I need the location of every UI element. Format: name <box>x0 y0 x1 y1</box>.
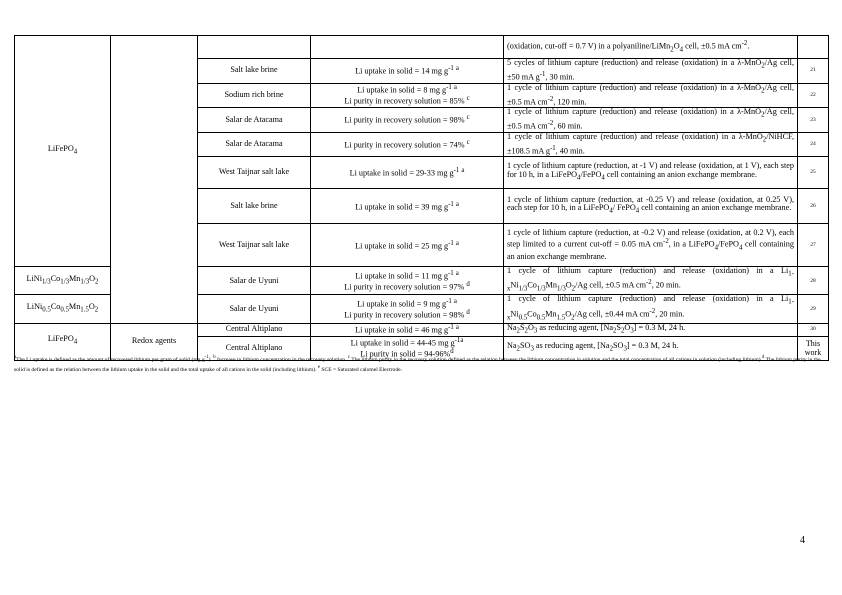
source-cell: Salar de Atacama <box>198 108 311 133</box>
results-cell: Li uptake in solid = 25 mg $g^{-1}$ $^a$ <box>311 224 504 267</box>
conditions-cell: $Na_2SO_3$ as reducing agent, $[Na_2SO_3] = 0.3$ M, 24 h. <box>504 336 798 360</box>
results-cell: Li uptake in solid = 9 mg $g^{-1}$ $^a$ Li purity in recovery solution = 98% $^d$ <box>311 295 504 323</box>
sorbent-label: LiFePO <box>47 144 74 153</box>
conditions-cell: 1 cycle of lithium capture (reduction) and release (oxidation) in a λ-MnO$_2$/Ag cell, ±0.5 mA $cm^{-2}$, 120 min. <box>504 83 798 108</box>
results-table <box>14 35 829 361</box>
source-cell: Salar de Uyuni <box>198 295 311 323</box>
source-cell: West Taijnar salt lake <box>198 224 311 267</box>
reference-cell: 27 <box>798 224 829 267</box>
reference-cell: 29 <box>798 295 829 323</box>
results-cell: Li uptake in solid = 46 mg $g^{-1}$ $^a$ <box>311 323 504 336</box>
reference-cell: 23 <box>798 108 829 133</box>
source-cell: Salt lake brine <box>198 189 311 224</box>
results-cell: Li uptake in solid = 8 mg $g^{-1}$ $^a$ Li purity in recovery solution = 85% $^c$ <box>311 83 504 108</box>
reference-cell: This work <box>798 336 829 360</box>
source-cell: Salar de Uyuni <box>198 267 311 295</box>
conditions-cell: 5 cycles of lithium capture (reduction) and release (oxidation) in a λ-MnO$_2$/Ag cell, ±50 mA $g^{-1}$, 30 min. <box>504 59 798 84</box>
table-footnote: $^a$The Li uptake is defined as the amount of recovered lithium per gram of solid (mg $g^{-1}$). $^b$ Increase in lithium concentration in the recovery solution. $^c$ The lithium purity in the recovery solution defined as the relation between the lithium concentration in solution and the total concentration of all cations in solution (including lithium).$^d$ The lithium purity in the solid is defined as the relation between the lithium uptake in the solid and the total uptake of all cations in the solid (including lithium). $^e$ SCE = Saturated calomel Electrode. <box>14 355 821 374</box>
source-cell: Salt lake brine <box>198 59 311 84</box>
table-row <box>15 323 829 336</box>
results-cell: Li uptake in solid = 11 mg $g^{-1}$ $^a$ Li purity in recovery solution = 97% $^d$ <box>311 267 504 295</box>
sorbent-cell: $LiNi_{0.5}Co_{0.5}Mn_{1.5}O_2$ <box>15 295 111 323</box>
conditions-cell: 1 cycle of lithium capture (reduction) and release (oxidation) in a $Li_{1-x}Ni_{1/3}Co_{1/3}Mn_{1/3}O_2/Ag$ cell, ±0.5 mA $cm^{-2}$, 20 min. <box>504 267 798 295</box>
conditions-cell: 1 cycle of lithium capture (reduction, at -0.25 V) and release (oxidation, at 0.25 V), each step for 10 h, in a LiFePO$_4$/ FePO$_4$ cell containing an anion exchange membrane. <box>504 189 798 224</box>
reference-cell: 22 <box>798 83 829 108</box>
reference-cell: 30 <box>798 323 829 336</box>
conditions-cell: 1 cycle of lithium capture (reduction, at -0.2 V) and release (oxidation, at 0.2 V), each step limited to a current cut-off = 0.05 mA $cm^{-2}$, in a LiFePO$_4$/FePO$_4$ cell containing an anion exchange membrane. <box>504 224 798 267</box>
conditions-cell: $Na_2S_2O_3$ as reducing agent, $[Na_2S_2O_3] = 0.3$ M, 24 h. <box>504 323 798 336</box>
reference-cell: 26 <box>798 189 829 224</box>
page-number: 4 <box>800 535 805 546</box>
results-cell: Li uptake in solid = 29-33 mg $g^{-1}$ $^a$ <box>311 157 504 189</box>
conditions-cell: (oxidation, cut-off = 0.7 V) in a polyaniline/$LiMn_2O_4$ cell, ±0.5 mA $cm^{-2}$. <box>504 36 798 59</box>
source-cell: Central Altiplano <box>198 323 311 336</box>
results-cell: Li purity in recovery solution = 74% $^c$ <box>311 132 504 157</box>
source-cell <box>198 36 311 59</box>
conditions-cell: 1 cycle of lithium capture (reduction) and release (oxidation) in a λ-MnO$_2$/Ag cell, ±0.5 mA $cm^{-2}$, 60 min. <box>504 108 798 133</box>
reference-cell: 24 <box>798 132 829 157</box>
source-cell: West Taijnar salt lake <box>198 157 311 189</box>
reference-cell: 28 <box>798 267 829 295</box>
conditions-cell: 1 cycle of lithium capture (reduction, at -1 V) and release (oxidation, at 1 V), each step for 10 h, in a LiFePO$_4$/FePO$_4$ cell containing an anion exchange membrane. <box>504 157 798 189</box>
method-cell <box>111 36 198 324</box>
results-cell: Li uptake in solid = 14 mg $g^{-1}$ $^a$ <box>311 59 504 84</box>
sorbent-cell: $LiNi_{1/3}Co_{1/3}Mn_{1/3}O_2$ <box>15 267 111 295</box>
conditions-cell: 1 cycle of lithium capture (reduction) and release (oxidation) in a $Li_{1-x}Ni_{0.5}Co_{0.5}Mn_{1.5}O_2/Ag$ cell, ±0.44 mA $cm^{-2}$, 20 min. <box>504 295 798 323</box>
table-row <box>15 36 829 59</box>
source-cell: Central Altiplano <box>198 336 311 360</box>
source-cell: Salar de Atacama <box>198 132 311 157</box>
reference-cell: 25 <box>798 157 829 189</box>
conditions-cell: 1 cycle of lithium capture (reduction) and release (oxidation) in a λ-MnO$_2$/NiHCF, ±108.5 mA $g^{-1}$, 40 min. <box>504 132 798 157</box>
results-cell <box>311 36 504 59</box>
results-cell: Li purity in recovery solution = 98% $^c$ <box>311 108 504 133</box>
reference-cell: 21 <box>798 59 829 84</box>
results-cell: Li uptake in solid = 39 mg $g^{-1}$ $^a$ <box>311 189 504 224</box>
results-cell: Li uptake in solid = 44-45 mg $g^{-1a}$ Li purity in solid = 94-96%$^d$ <box>311 336 504 360</box>
reference-cell <box>798 36 829 59</box>
method-cell: Redox agents <box>111 323 198 360</box>
source-cell: Sodium rich brine <box>198 83 311 108</box>
sorbent-cell: LiFePO$_4$ <box>15 323 111 360</box>
sorbent-cell: LiFePO$_4$ <box>15 36 111 267</box>
